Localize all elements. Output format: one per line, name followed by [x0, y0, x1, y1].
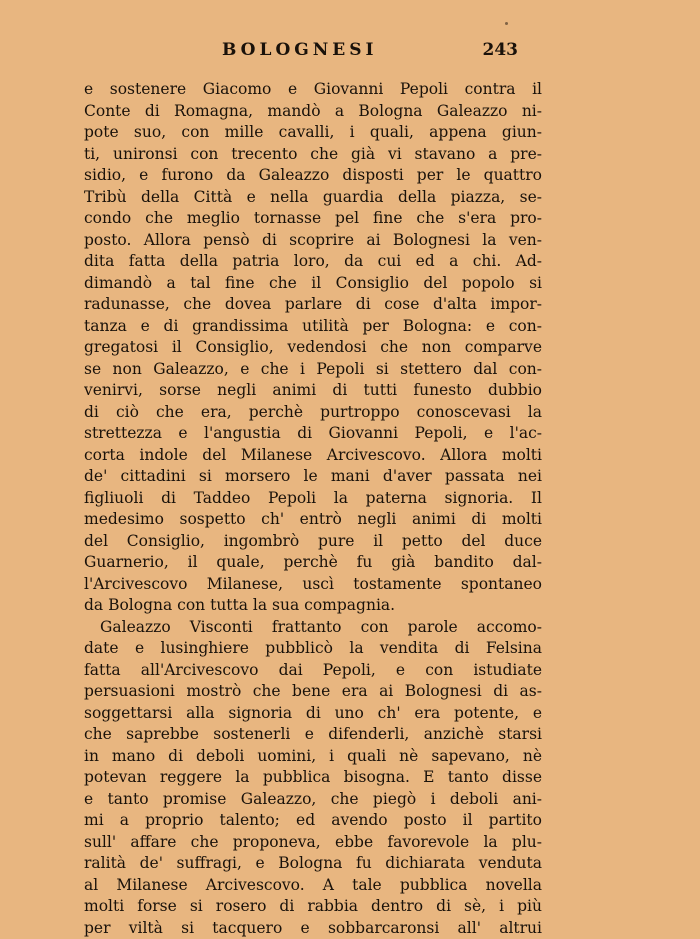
text-line: gregatosi il Consiglio, vedendosi che non comparve — [84, 337, 542, 359]
body-text — [84, 79, 542, 939]
text-line: ti, unironsi con trecento che già vi stavano a pre- — [84, 144, 542, 166]
text-line: in mano di deboli uomini, i quali nè sapevano, nè — [84, 746, 542, 768]
text-line: pote suo, con mille cavalli, i quali, appena giun- — [84, 122, 542, 144]
text-line: e tanto promise Galeazzo, che piegò i deboli ani- — [84, 789, 542, 811]
text-line: corta indole del Milanese Arcivescovo. Allora molti — [84, 445, 542, 467]
text-line: tanza e di grandissima utilità per Bologna: e con- — [84, 316, 542, 338]
text-line: ralità de' suffragi, e Bologna fu dichiarata venduta — [84, 853, 542, 875]
text-line: Tribù della Città e nella guardia della piazza, se- — [84, 187, 542, 209]
text-line: venirvi, sorse negli animi di tutti funesto dubbio — [84, 380, 542, 402]
text-line: mi a proprio talento; ed avendo posto il partito — [84, 810, 542, 832]
text-line: se non Galeazzo, e che i Pepoli si stettero dal con- — [84, 359, 542, 381]
text-line: dimandò a tal fine che il Consiglio del popolo si — [84, 273, 542, 295]
paragraph — [84, 79, 542, 617]
text-line: del Consiglio, ingombrò pure il petto del duce — [84, 531, 542, 553]
text-line: figliuoli di Taddeo Pepoli la paterna signoria. Il — [84, 488, 542, 510]
text-line: de' cittadini si morsero le mani d'aver passata nei — [84, 466, 542, 488]
text-line: fatta all'Arcivescovo dai Pepoli, e con istudiate — [84, 660, 542, 682]
text-line: potevan reggere la pubblica bisogna. E tanto disse — [84, 767, 542, 789]
text-line: l'Arcivescovo Milanese, uscì tostamente spontaneo — [84, 574, 542, 596]
text-line: strettezza e l'angustia di Giovanni Pepoli, e l'ac- — [84, 423, 542, 445]
text-line: sull' affare che proponeva, ebbe favorevole la plu- — [84, 832, 542, 854]
text-line: che saprebbe sostenerli e difenderli, anzichè starsi — [84, 724, 542, 746]
page-header — [84, 40, 544, 68]
text-line: condo che meglio tornasse pel fine che s'era pro- — [84, 208, 542, 230]
text-line: Galeazzo Visconti frattanto con parole accomo- — [84, 617, 542, 639]
text-line: Guarnerio, il quale, perchè fu già bandito dal- — [84, 552, 542, 574]
text-line: radunasse, che dovea parlare di cose d'alta impor- — [84, 294, 542, 316]
text-line: sidio, e furono da Galeazzo disposti per le quattro — [84, 165, 542, 187]
text-line: posto. Allora pensò di scoprire ai Bolognesi la ven- — [84, 230, 542, 252]
text-line: persuasioni mostrò che bene era ai Bolognesi di as- — [84, 681, 542, 703]
print-speck — [505, 22, 508, 25]
paragraph — [84, 617, 542, 939]
text-line: date e lusinghiere pubblicò la vendita di Felsina — [84, 638, 542, 660]
text-line: soggettarsi alla signoria di uno ch' era potente, e — [84, 703, 542, 725]
text-line: molti forse si rosero di rabbia dentro di sè, i più — [84, 896, 542, 918]
text-line: per viltà si tacquero e sobbarcaronsi all' altrui — [84, 918, 542, 939]
page-number: 243 — [483, 40, 519, 60]
text-line: medesimo sospetto ch' entrò negli animi di molti — [84, 509, 542, 531]
text-line: da Bologna con tutta la sua compagnia. — [84, 595, 542, 617]
running-head: BOLOGNESI — [222, 40, 378, 60]
text-line: dita fatta della patria loro, da cui ed a chi. Ad- — [84, 251, 542, 273]
text-line: al Milanese Arcivescovo. A tale pubblica novella — [84, 875, 542, 897]
text-line: di ciò che era, perchè purtroppo conoscevasi la — [84, 402, 542, 424]
text-line: e sostenere Giacomo e Giovanni Pepoli contra il — [84, 79, 542, 101]
text-line: Conte di Romagna, mandò a Bologna Galeazzo ni- — [84, 101, 542, 123]
